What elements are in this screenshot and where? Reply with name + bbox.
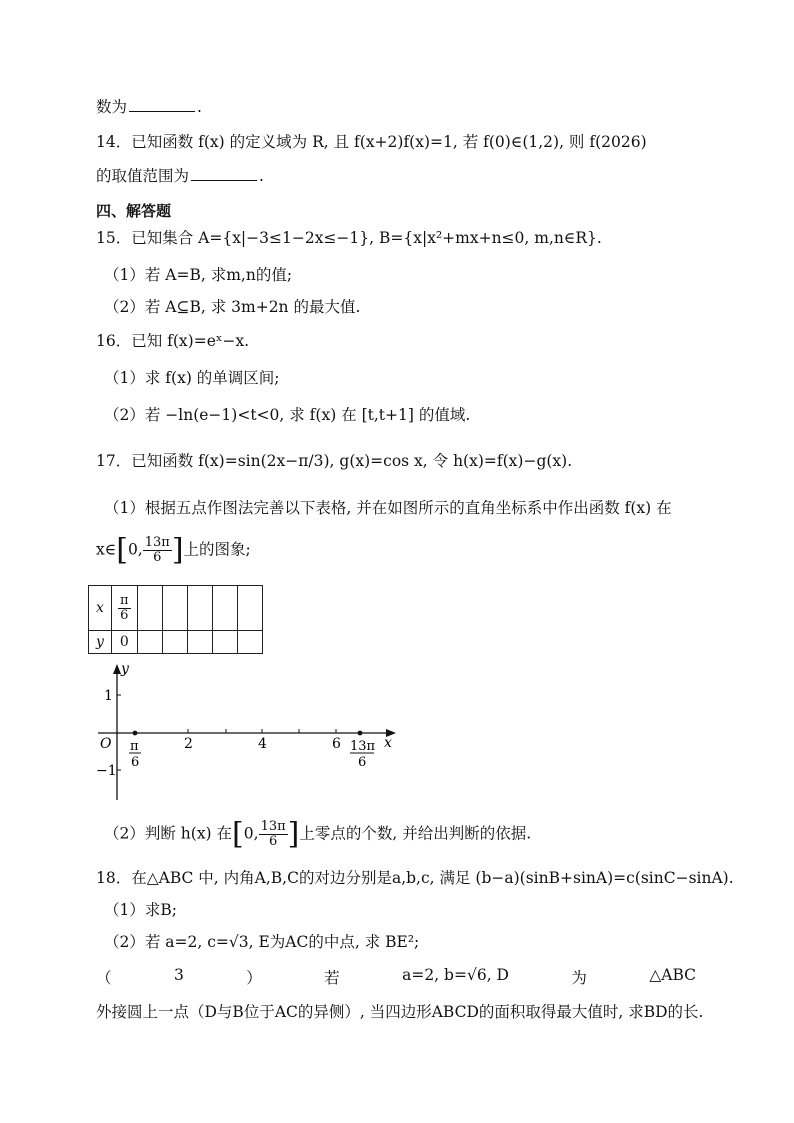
q13-text: 数为 — [96, 98, 128, 116]
q13-tail — [96, 97, 202, 117]
triangle-abc: △ABC — [649, 966, 696, 984]
q14-line1: 14．已知函数 f(x) 的定义域为 R, 且 f(x+2)f(x)=1, 若 f(0)∈(1,2), 则 f(2026) — [96, 133, 647, 151]
q17-part2-prefix: （2）判断 h(x) 在 — [104, 824, 233, 843]
table-row-y — [89, 631, 263, 654]
interval-left: 0, — [127, 540, 143, 559]
cell-x1 — [112, 586, 138, 631]
point-pi-6 — [133, 731, 138, 736]
cell-empty[interactable] — [162, 631, 187, 654]
cell-empty[interactable] — [187, 631, 212, 654]
x-label-13pi-num: 13π — [350, 739, 376, 754]
x-tick-label-6: 6 — [332, 736, 341, 752]
y-tick-label-minus1: −1 — [96, 763, 117, 779]
q17-part2-tail: 上零点的个数, 并给出判断的依据. — [299, 824, 532, 843]
x-label-13pi-den: 6 — [358, 755, 367, 770]
x-label-pi-num: π — [130, 739, 139, 754]
right-bracket: ] — [171, 532, 184, 568]
q18-part3-line1 — [96, 966, 696, 988]
point-13pi-6 — [358, 731, 363, 736]
word-if: 若 — [324, 969, 340, 987]
y-axis-label: y — [121, 661, 129, 677]
q15-part1: （1）若 A=B, 求m,n的值; — [104, 266, 293, 284]
interval-left: 0, — [243, 824, 259, 843]
q18-part1: （1）求B; — [104, 901, 177, 919]
fraction-13pi-6 — [143, 536, 172, 565]
cell-empty[interactable] — [237, 631, 262, 654]
frac-num: 13π — [260, 819, 286, 834]
q17-stem: 17．已知函数 f(x)=sin(2x−π/3), g(x)=cos x, 令 h(x)=f(x)−g(x). — [96, 452, 573, 470]
right-bracket: ] — [287, 816, 300, 852]
q16-part2: （2）若 −ln(e−1)<t<0, 求 f(x) 在 [t,t+1] 的值域. — [104, 406, 471, 424]
condition: a=2, b=√6, D — [402, 966, 509, 984]
q13-end: . — [197, 98, 202, 116]
cell-empty[interactable] — [137, 631, 162, 654]
cell-empty[interactable] — [212, 631, 237, 654]
cell-empty[interactable] — [187, 586, 212, 631]
answer-blank — [191, 166, 257, 181]
q17-part1-tail: 上的图象; — [183, 540, 251, 559]
q17-part1-line1: （1）根据五点作图法完善以下表格, 并在如图所示的直角坐标系中作出函数 f(x) 在 — [104, 499, 672, 517]
x-tick-label-4: 4 — [258, 736, 267, 752]
value-table — [88, 585, 263, 654]
cell-empty[interactable] — [237, 586, 262, 631]
paren-open: （ — [96, 969, 112, 987]
q18-part3-line2: 外接圆上一点（D与B位于AC的异侧）, 当四边形ABCD的面积取得最大值时, 求BD的长. — [96, 1003, 704, 1021]
q16-stem: 16．已知 f(x)=eˣ−x. — [96, 332, 250, 350]
frac-den: 6 — [268, 834, 278, 849]
section-title: 四、解答题 — [96, 202, 172, 220]
q14-end: . — [259, 167, 264, 185]
cell-empty[interactable] — [212, 586, 237, 631]
part-number: 3 — [173, 966, 184, 984]
fraction-pi-6 — [118, 594, 131, 623]
row-label-y: y — [89, 631, 112, 654]
q15-stem: 15．已知集合 A={x|−3≤1−2x≤−1}, B={x|x²+mx+n≤0, m,n∈R}. — [96, 229, 602, 247]
q14-line2 — [96, 166, 264, 186]
frac-den: 6 — [120, 607, 129, 623]
x-label-pi-den: 6 — [131, 755, 140, 770]
x-tick-label-2: 2 — [184, 736, 193, 752]
frac-num: 13π — [144, 535, 170, 550]
q15-part2: （2）若 A⊆B, 求 3m+2n 的最大值. — [104, 298, 361, 316]
cell-y1: 0 — [112, 631, 138, 654]
frac-den: 6 — [153, 550, 162, 565]
q17-part1-line2 — [96, 532, 251, 568]
y-axis-arrow — [113, 664, 121, 674]
origin-label: O — [100, 736, 112, 752]
q17-domain-prefix: x∈ — [96, 540, 117, 559]
fraction-13pi-6 — [259, 820, 288, 849]
y-tick-label-1: 1 — [104, 688, 113, 704]
q18-stem: 18．在△ABC 中, 内角A,B,C的对边分别是a,b,c, 满足 (b−a)(sinB+sinA)=c(sinC−sinA). — [96, 869, 734, 887]
q17-part2 — [104, 816, 532, 852]
q18-part2: （2）若 a=2, c=√3, E为AC的中点, 求 BE²; — [104, 933, 420, 951]
table-row-x — [89, 586, 263, 631]
row-label-x: x — [89, 586, 112, 631]
q16-part1: （1）求 f(x) 的单调区间; — [104, 369, 280, 387]
answer-blank — [129, 97, 195, 112]
cell-empty[interactable] — [162, 586, 187, 631]
q14-line2-text: 的取值范围为 — [96, 167, 190, 185]
x-axis-label: x — [384, 735, 392, 751]
cell-empty[interactable] — [137, 586, 162, 631]
left-bracket: [ — [116, 532, 128, 568]
word-is: 为 — [571, 969, 587, 987]
frac-num: π — [120, 592, 129, 608]
paren-close: ） — [246, 969, 262, 987]
coordinate-axes — [90, 660, 410, 805]
left-bracket: [ — [232, 816, 244, 852]
